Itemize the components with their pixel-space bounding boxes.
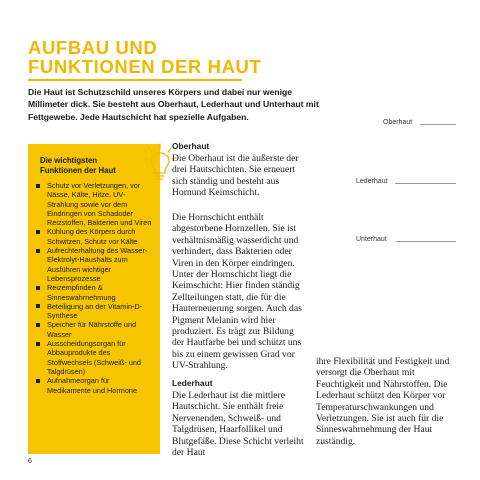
list-item-text: Ausscheidungsorgan für Abbauprodukte des Stoffwechsels (Schweiß- und Talgdrüsen) xyxy=(47,339,141,376)
list-item-text: Schutz vor Verletzungen, vor Nässe, Kälte, Hitze, UV-Strahlung sowie vor dem Eindringen von Schadoder Reizstoffen, Bakterien und Viren xyxy=(47,181,152,228)
bullet-square xyxy=(36,323,40,327)
list-item-text: Reizempfinden & Sinneswahrnehmung xyxy=(47,283,116,302)
bullet-square xyxy=(36,230,40,234)
title-rule xyxy=(28,79,242,81)
list-item xyxy=(34,339,152,376)
leader-line-oberhaut xyxy=(420,124,456,125)
leader-line-unterhaut xyxy=(396,241,456,242)
function-list xyxy=(34,181,152,395)
list-item xyxy=(34,320,152,339)
infobox-title-line-2: Funktionen der Haut xyxy=(40,166,116,175)
bullet-square xyxy=(36,379,40,383)
list-item-text: Beteiligung an der Vitamin-D-Synthese xyxy=(47,301,143,321)
label-unterhaut: Unterhaut xyxy=(356,236,387,243)
bullet-square xyxy=(36,286,40,290)
lederhaut-paragraph-continued: ihre Flexibilität und Festigkeit und versorgt die Oberhaut mit Feuchtigkeit und Nährstoffen. Die Lederhaut schützt den Körper vor Temperaturschwankungen und Verletzungen. Sie ist auch für die Sinneswahrnehmung der Haut zuständig. xyxy=(316,356,450,447)
bullet-square xyxy=(36,184,40,188)
list-item-text: Kühlung des Körpers durch Schwitzen, Schutz vor Kälte xyxy=(47,227,138,246)
list-item xyxy=(34,302,152,321)
list-item xyxy=(34,283,152,302)
list-item-text: Aufrechterhaltung des Wasser-Elektrolyt-Haushalts zum Ausführen wichtiger Lebensprozesse xyxy=(47,246,148,283)
page-title-line-2: FUNKTIONEN DER HAUT xyxy=(28,56,262,77)
list-item xyxy=(34,246,152,283)
lederhaut-paragraph: Die Lederhaut ist die mittlere Hautschicht. Sie enthält freie Nervenenden, Schweiß- und Talgdrüsen, Haarfollikel und Blutgefäße. Diese Schicht verleiht der Haut xyxy=(172,390,304,459)
leader-line-lederhaut xyxy=(395,183,456,184)
oberhaut-heading: Oberhaut xyxy=(172,141,210,151)
list-item xyxy=(34,227,152,246)
list-item-text: Speicher für Nährstoffe und Wasser xyxy=(47,320,137,339)
oberhaut-paragraph-1: Die Oberhaut ist die äußerste der drei Hautschichten. Sie erneuert sich ständig und besteht aus Hornund Keimschicht. xyxy=(172,153,299,199)
infobox-top-cutout xyxy=(28,138,160,144)
bullet-square xyxy=(36,342,40,346)
bullet-square xyxy=(36,249,40,253)
infobox-title-line-1: Die wichtigsten xyxy=(40,156,98,165)
list-item-text: Aufnahmeorgan für Medikamente und Hormone xyxy=(47,376,138,395)
list-item xyxy=(34,376,152,395)
label-oberhaut: Oberhaut xyxy=(383,119,413,126)
lederhaut-heading: Lederhaut xyxy=(172,378,213,388)
infobox-title xyxy=(40,156,150,176)
list-item xyxy=(34,181,152,227)
label-lederhaut: Lederhaut xyxy=(356,178,388,185)
bullet-square xyxy=(36,304,40,308)
oberhaut-paragraph-2: Die Hornschicht enthält abgestorbene Hornzellen. Sie ist verhältnismäßig wasserdicht und verhindert, dass Bakterien oder Viren in den Körper eindringen. Unter der Hornschicht liegt die Keimschicht: Hier finden ständig Zellteilungen statt, die für die Hauterneuerung sorgen. Auch das Pigment Melanin wird hier produziert. Es trägt zur Bildung der Hautfarbe bei und schützt uns bis zu einem gewissen Grad vor UV-Strahlung. xyxy=(172,212,302,372)
page-title-line-1: AUFBAU UND xyxy=(28,37,158,58)
page-number: 6 xyxy=(28,458,32,465)
page-title xyxy=(28,38,261,76)
intro-paragraph: Die Haut ist Schutzschild unseres Körpers und dabei nur wenige Millimeter dick. Sie besteht aus Oberhaut, Lederhaut und Unterhaut mit Fettgewebe. Jede Hautschicht hat spezielle Aufgaben. xyxy=(28,87,319,122)
